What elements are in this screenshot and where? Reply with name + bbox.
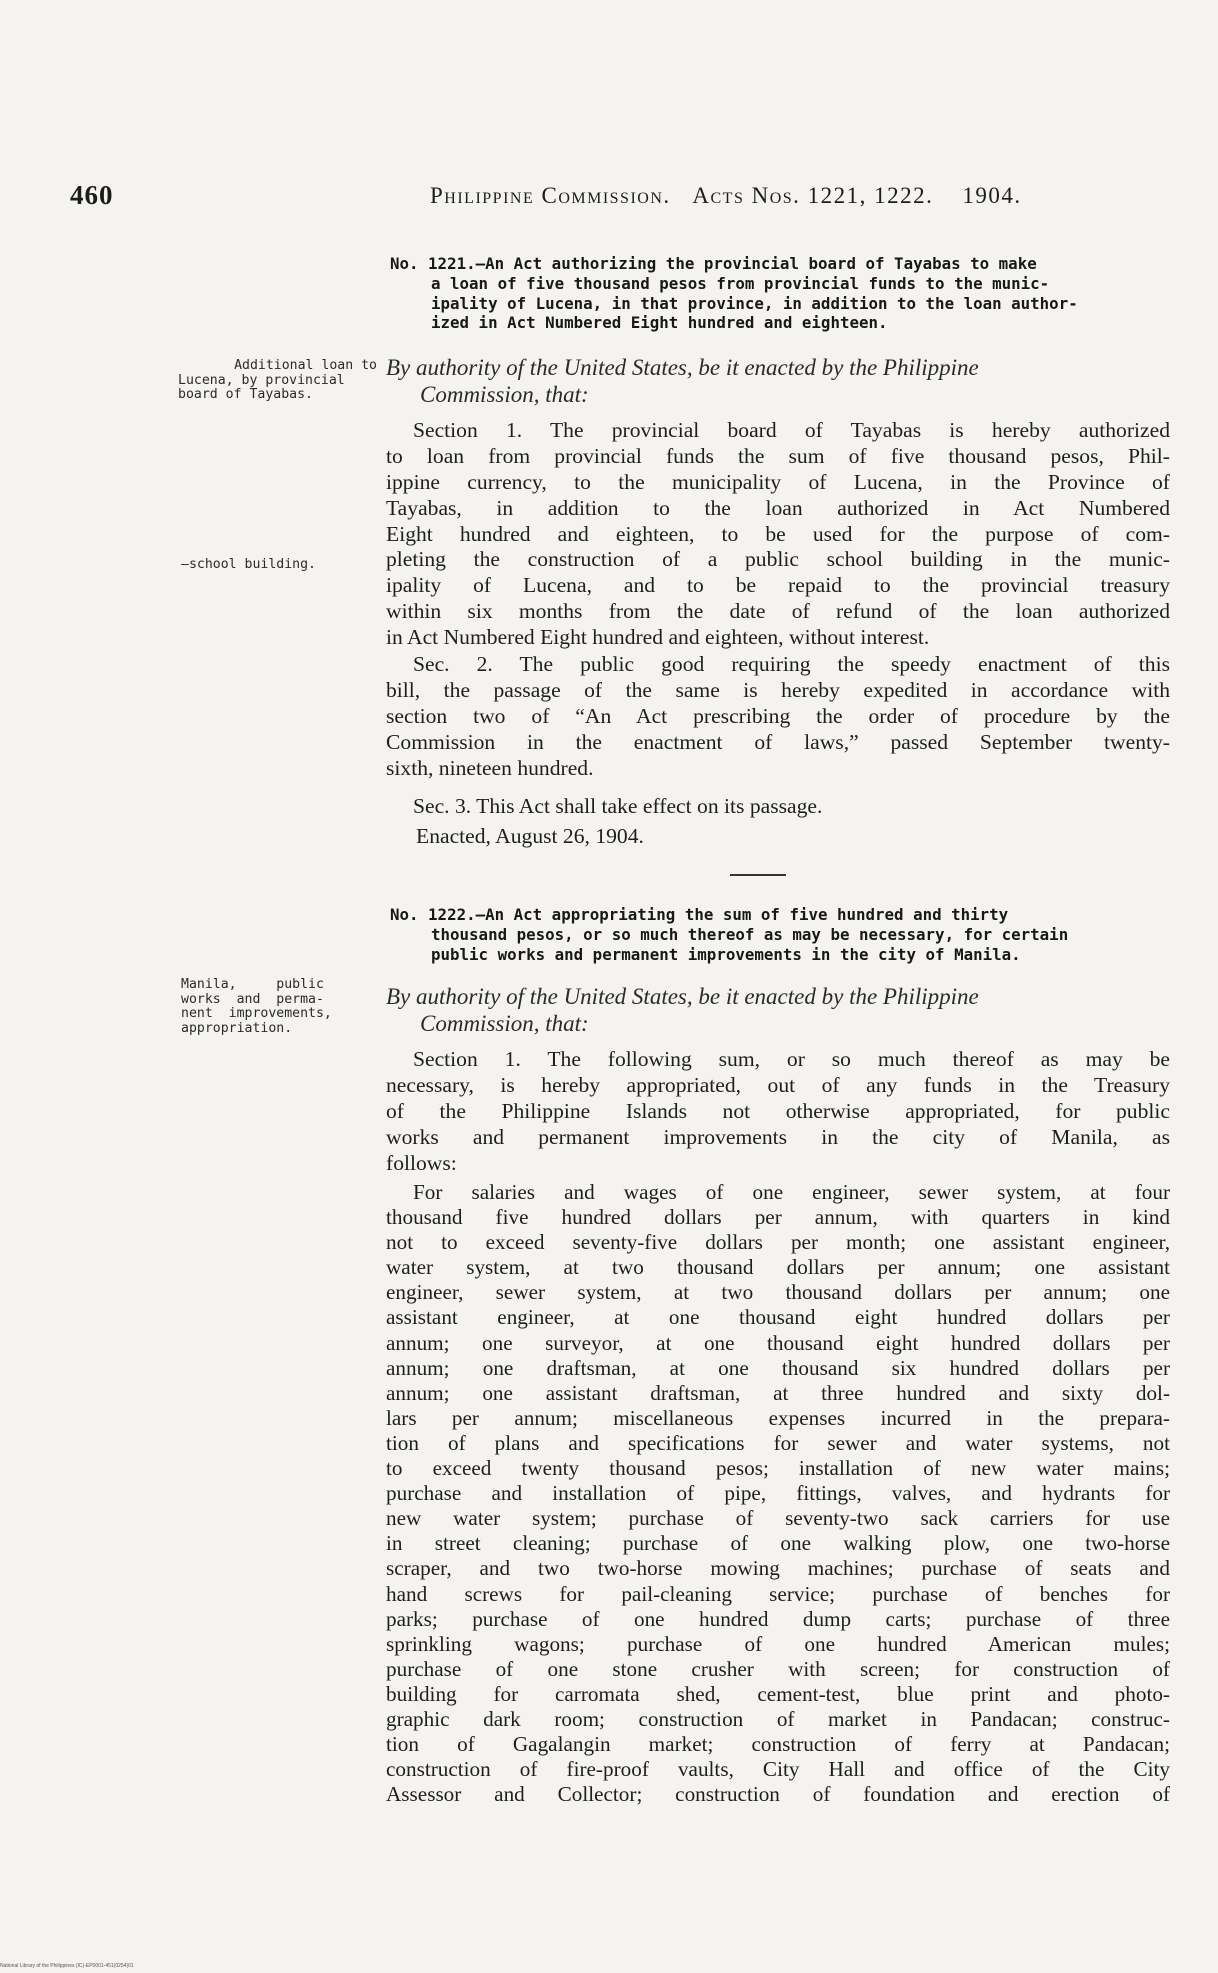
- enacting-line: Commission, that:: [420, 1011, 589, 1036]
- text-line: bill, the passage of the same is hereby expedited in accordance with: [386, 677, 1170, 702]
- text-line: tion of Gagalangin market; construction of ferry at Pandacan;: [386, 1732, 1170, 1757]
- text-line: sixth, nineteen hundred.: [386, 755, 594, 780]
- text-line: graphic dark room; construction of market in Pandacan; construc-: [386, 1706, 1170, 1731]
- running-head-year: 1904.: [962, 183, 1022, 208]
- text-line: ipality of Lucena, and to be repaid to the provincial treasury: [386, 573, 1170, 598]
- text-line: water system, at two thousand dollars per annum; one assistant: [386, 1255, 1170, 1280]
- sidenote-line: Additional loan to: [234, 358, 377, 373]
- act-1221-section-3: [386, 794, 1170, 820]
- act-1221-enacted-date: [386, 824, 1170, 850]
- sidenote-line: appropriation.: [181, 1020, 293, 1036]
- act-1221-heading-line: No. 1221.—An Act authorizing the provincial board of Tayabas to make: [390, 254, 1037, 273]
- text-line: purchase and installation of pipe, fittings, valves, and hydrants for: [386, 1481, 1170, 1506]
- text-line: new water system; purchase of seventy-two sack carriers for use: [386, 1506, 1170, 1531]
- text-line: scraper, and two two-horse mowing machines; purchase of seats and: [386, 1556, 1170, 1581]
- text-line: works and permanent improvements in the city of Manila, as: [386, 1124, 1170, 1149]
- running-head-acts: Acts Nos. 1221, 1222.: [692, 183, 934, 208]
- text-line: to loan from provincial funds the sum of five thousand pesos, Phil-: [386, 443, 1170, 468]
- act-1222-heading: [390, 905, 1180, 964]
- act-1221-section-1: [386, 418, 1170, 651]
- text-line: For salaries and wages of one engineer, sewer system, at four: [413, 1180, 1170, 1204]
- sidenote-line: works and perma-: [181, 991, 324, 1007]
- text-line: hand screws for pail-cleaning service; purchase of benches for: [386, 1581, 1170, 1606]
- act-1222-section-1: [386, 1047, 1170, 1176]
- text-line: parks; purchase of one hundred dump carts; purchase of three: [386, 1606, 1170, 1631]
- text-line: Tayabas, in addition to the loan authorized in Act Numbered: [386, 495, 1170, 520]
- enacting-line: Commission, that:: [420, 382, 589, 407]
- sidenote-line: Lucena, by provincial: [178, 372, 345, 388]
- enacting-line: By authority of the United States, be it enacted by the Philippine: [386, 355, 979, 380]
- text-line: Enacted, August 26, 1904.: [416, 824, 644, 848]
- text-line: of the Philippine Islands not otherwise appropriated, for public: [386, 1098, 1170, 1123]
- act-1221-section-2: [386, 652, 1170, 781]
- act-1222-enacting-clause: [386, 983, 1176, 1037]
- text-line: in Act Numbered Eight hundred and eighteen, without interest.: [386, 625, 930, 650]
- text-line: to exceed twenty thousand pesos; installation of new water mains;: [386, 1456, 1170, 1481]
- text-line: engineer, sewer system, at two thousand dollars per annum; one: [386, 1280, 1170, 1305]
- text-line: Sec. 2. The public good requiring the speedy enactment of this: [413, 652, 1170, 676]
- act-1221-heading-line: ized in Act Numbered Eight hundred and eighteen.: [431, 313, 888, 333]
- text-line: follows:: [386, 1150, 457, 1175]
- sidenote-line: board of Tayabas.: [178, 387, 313, 402]
- text-line: pleting the construction of a public school building in the munic-: [386, 547, 1170, 572]
- text-line: purchase of one stone crusher with screen; for construction of: [386, 1656, 1170, 1681]
- act-1221-enacting-clause: [386, 354, 1176, 408]
- act-1222-heading-line: No. 1222.—An Act appropriating the sum of five hundred and thirty: [390, 905, 1009, 924]
- text-line: thousand five hundred dollars per annum, with quarters in kind: [386, 1205, 1170, 1230]
- text-line: annum; one assistant draftsman, at three hundred and sixty dol-: [386, 1380, 1170, 1405]
- text-line: annum; one surveyor, at one thousand eight hundred dollars per: [386, 1330, 1170, 1355]
- act-1222-sidenote: [181, 978, 381, 1036]
- enacting-line: By authority of the United States, be it enacted by the Philippine: [386, 984, 979, 1009]
- running-head: [430, 183, 1130, 209]
- text-line: building for carromata shed, cement-test, blue print and photo-: [386, 1681, 1170, 1706]
- text-line: construction of fire-proof vaults, City Hall and office of the City: [386, 1757, 1170, 1782]
- text-line: in street cleaning; purchase of one walking plow, one two-horse: [386, 1531, 1170, 1556]
- text-line: not to exceed seventy-five dollars per month; one assistant engineer,: [386, 1230, 1170, 1255]
- text-line: assistant engineer, at one thousand eight hundred dollars per: [386, 1305, 1170, 1330]
- act-1221-heading-line: a loan of five thousand pesos from provincial funds to the munic-: [431, 273, 1050, 293]
- text-line: sprinkling wagons; purchase of one hundred American mules;: [386, 1631, 1170, 1656]
- text-line: necessary, is hereby appropriated, out of any funds in the Treasury: [386, 1072, 1170, 1097]
- act-1221-heading: [390, 254, 1180, 333]
- act-1221-sidenote-loan: [177, 359, 377, 403]
- sidenote-line: nent improvements,: [181, 1006, 332, 1021]
- text-line: tion of plans and specifications for sewer and water systems, not: [386, 1430, 1170, 1455]
- text-line: Section 1. The following sum, or so much thereof as may be: [413, 1047, 1170, 1071]
- act-1222-heading-line: public works and permanent improvements in the city of Manila.: [431, 944, 1021, 964]
- text-line: Sec. 3. This Act shall take effect on its passage.: [413, 794, 823, 818]
- text-line: section two of “An Act prescribing the order of procedure by the: [386, 703, 1170, 728]
- text-line: Section 1. The provincial board of Tayabas is hereby authorized: [413, 418, 1170, 442]
- text-line: Commission in the enactment of laws,” passed September twenty-: [386, 729, 1170, 754]
- page-number: 460: [70, 180, 114, 210]
- scan-footer: National Library of the Philippines (IC)-EP0001-451(0254)01: [0, 1963, 134, 1969]
- text-line: Assessor and Collector; construction of foundation and erection of: [386, 1782, 1170, 1807]
- text-line: Eight hundred and eighteen, to be used for the purpose of com-: [386, 521, 1170, 546]
- text-line: within six months from the date of refund of the loan authorized: [386, 599, 1170, 624]
- sidenote-line: Manila, public: [181, 977, 324, 992]
- act-1221-heading-line: ipality of Lucena, in that province, in addition to the loan author-: [431, 293, 1078, 313]
- text-line: lars per annum; miscellaneous expenses incurred in the prepara-: [386, 1405, 1170, 1430]
- section-divider: [730, 874, 786, 876]
- act-1222-heading-line: thousand pesos, or so much thereof as may be necessary, for certain: [431, 924, 1069, 944]
- act-1222-salaries-paragraph: [386, 1180, 1170, 1807]
- text-line: ippine currency, to the municipality of Lucena, in the Province of: [386, 469, 1170, 494]
- text-line: annum; one draftsman, at one thousand six hundred dollars per: [386, 1355, 1170, 1380]
- act-1221-sidenote-school: —school building.: [181, 557, 316, 572]
- running-head-prefix: Philippine Commission.: [430, 183, 671, 208]
